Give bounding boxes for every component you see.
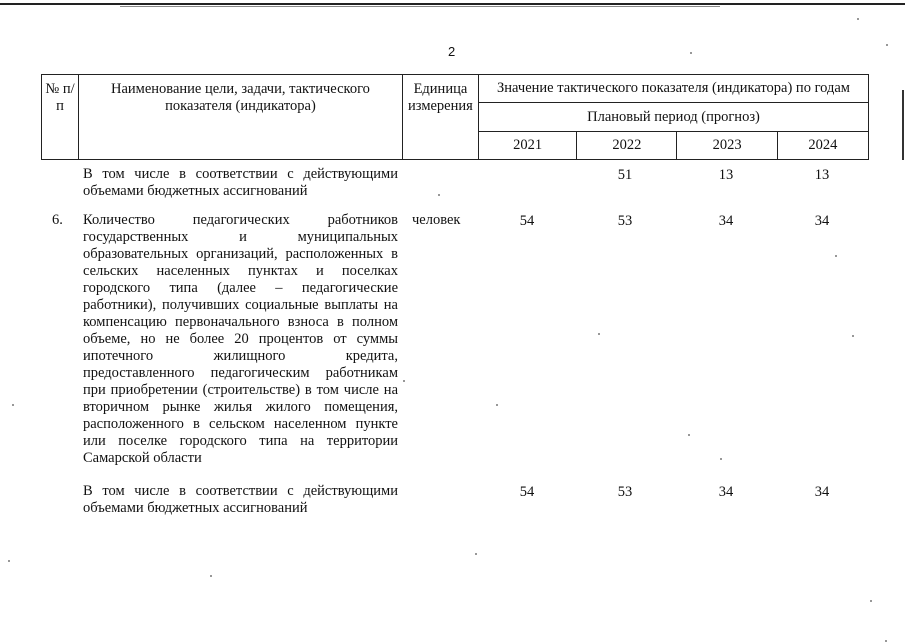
- header-year-2022: 2022: [577, 132, 677, 160]
- scan-right-edge: [902, 90, 904, 160]
- row-3-value-2023: 34: [718, 484, 734, 500]
- header-planning-period: Плановый период (прогноз): [479, 103, 869, 132]
- scan-top-edge: [0, 3, 905, 5]
- header-year-2021: 2021: [479, 132, 577, 160]
- header-col-name: Наименование цели, задачи, тактического показателя (индикатора): [79, 75, 403, 160]
- header-col-unit: Единица измерения: [402, 75, 478, 160]
- page-number: 2: [448, 44, 456, 59]
- row-2-value-2022: 53: [617, 213, 633, 229]
- row-2-value-2021: 54: [519, 213, 535, 229]
- row-3-name: В том числе в соответствии с действующими объемами бюджетных ассигнований: [83, 483, 398, 516]
- row-1-value-2024: 13: [814, 167, 830, 183]
- header-year-2024: 2024: [777, 132, 868, 160]
- row-1-value-2022: 51: [617, 167, 633, 183]
- row-1-value-2023: 13: [718, 167, 734, 183]
- row-2-value-2023: 34: [718, 213, 734, 229]
- indicator-table-header: [41, 74, 869, 160]
- row-3-value-2022: 53: [617, 484, 633, 500]
- row-3-value-2024: 34: [814, 484, 830, 500]
- row-2-number: 6.: [52, 212, 63, 228]
- row-2-unit: человек: [412, 212, 461, 228]
- header-year-2023: 2023: [677, 132, 777, 160]
- row-3-value-2021: 54: [519, 484, 535, 500]
- row-2-value-2024: 34: [814, 213, 830, 229]
- header-col-values: Значение тактического показателя (индикатора) по годам: [479, 75, 869, 103]
- scan-top-edge-faint: [120, 6, 720, 7]
- row-1-name: В том числе в соответствии с действующими объемами бюджетных ассигнований: [83, 166, 398, 199]
- header-col-number: № п/п: [42, 75, 79, 160]
- row-2-name: Количество педагогических работников государственных и муниципальных образовательных организаций, расположенных в сельских населенных пунктах и поселках городского типа (далее – педагогические работники), получивших социальные выплаты на компенсацию первоначального взноса в полном объеме, но не более 20 процентов от суммы ипотечного жилищного кредита, предоставленного педагогическим работникам при приобретении (строительстве) в том числе на вторичном рынке жилья жилого помещения, расположенного в сельском населенном пункте или поселке городского типа на территории Самарской области: [83, 212, 398, 466]
